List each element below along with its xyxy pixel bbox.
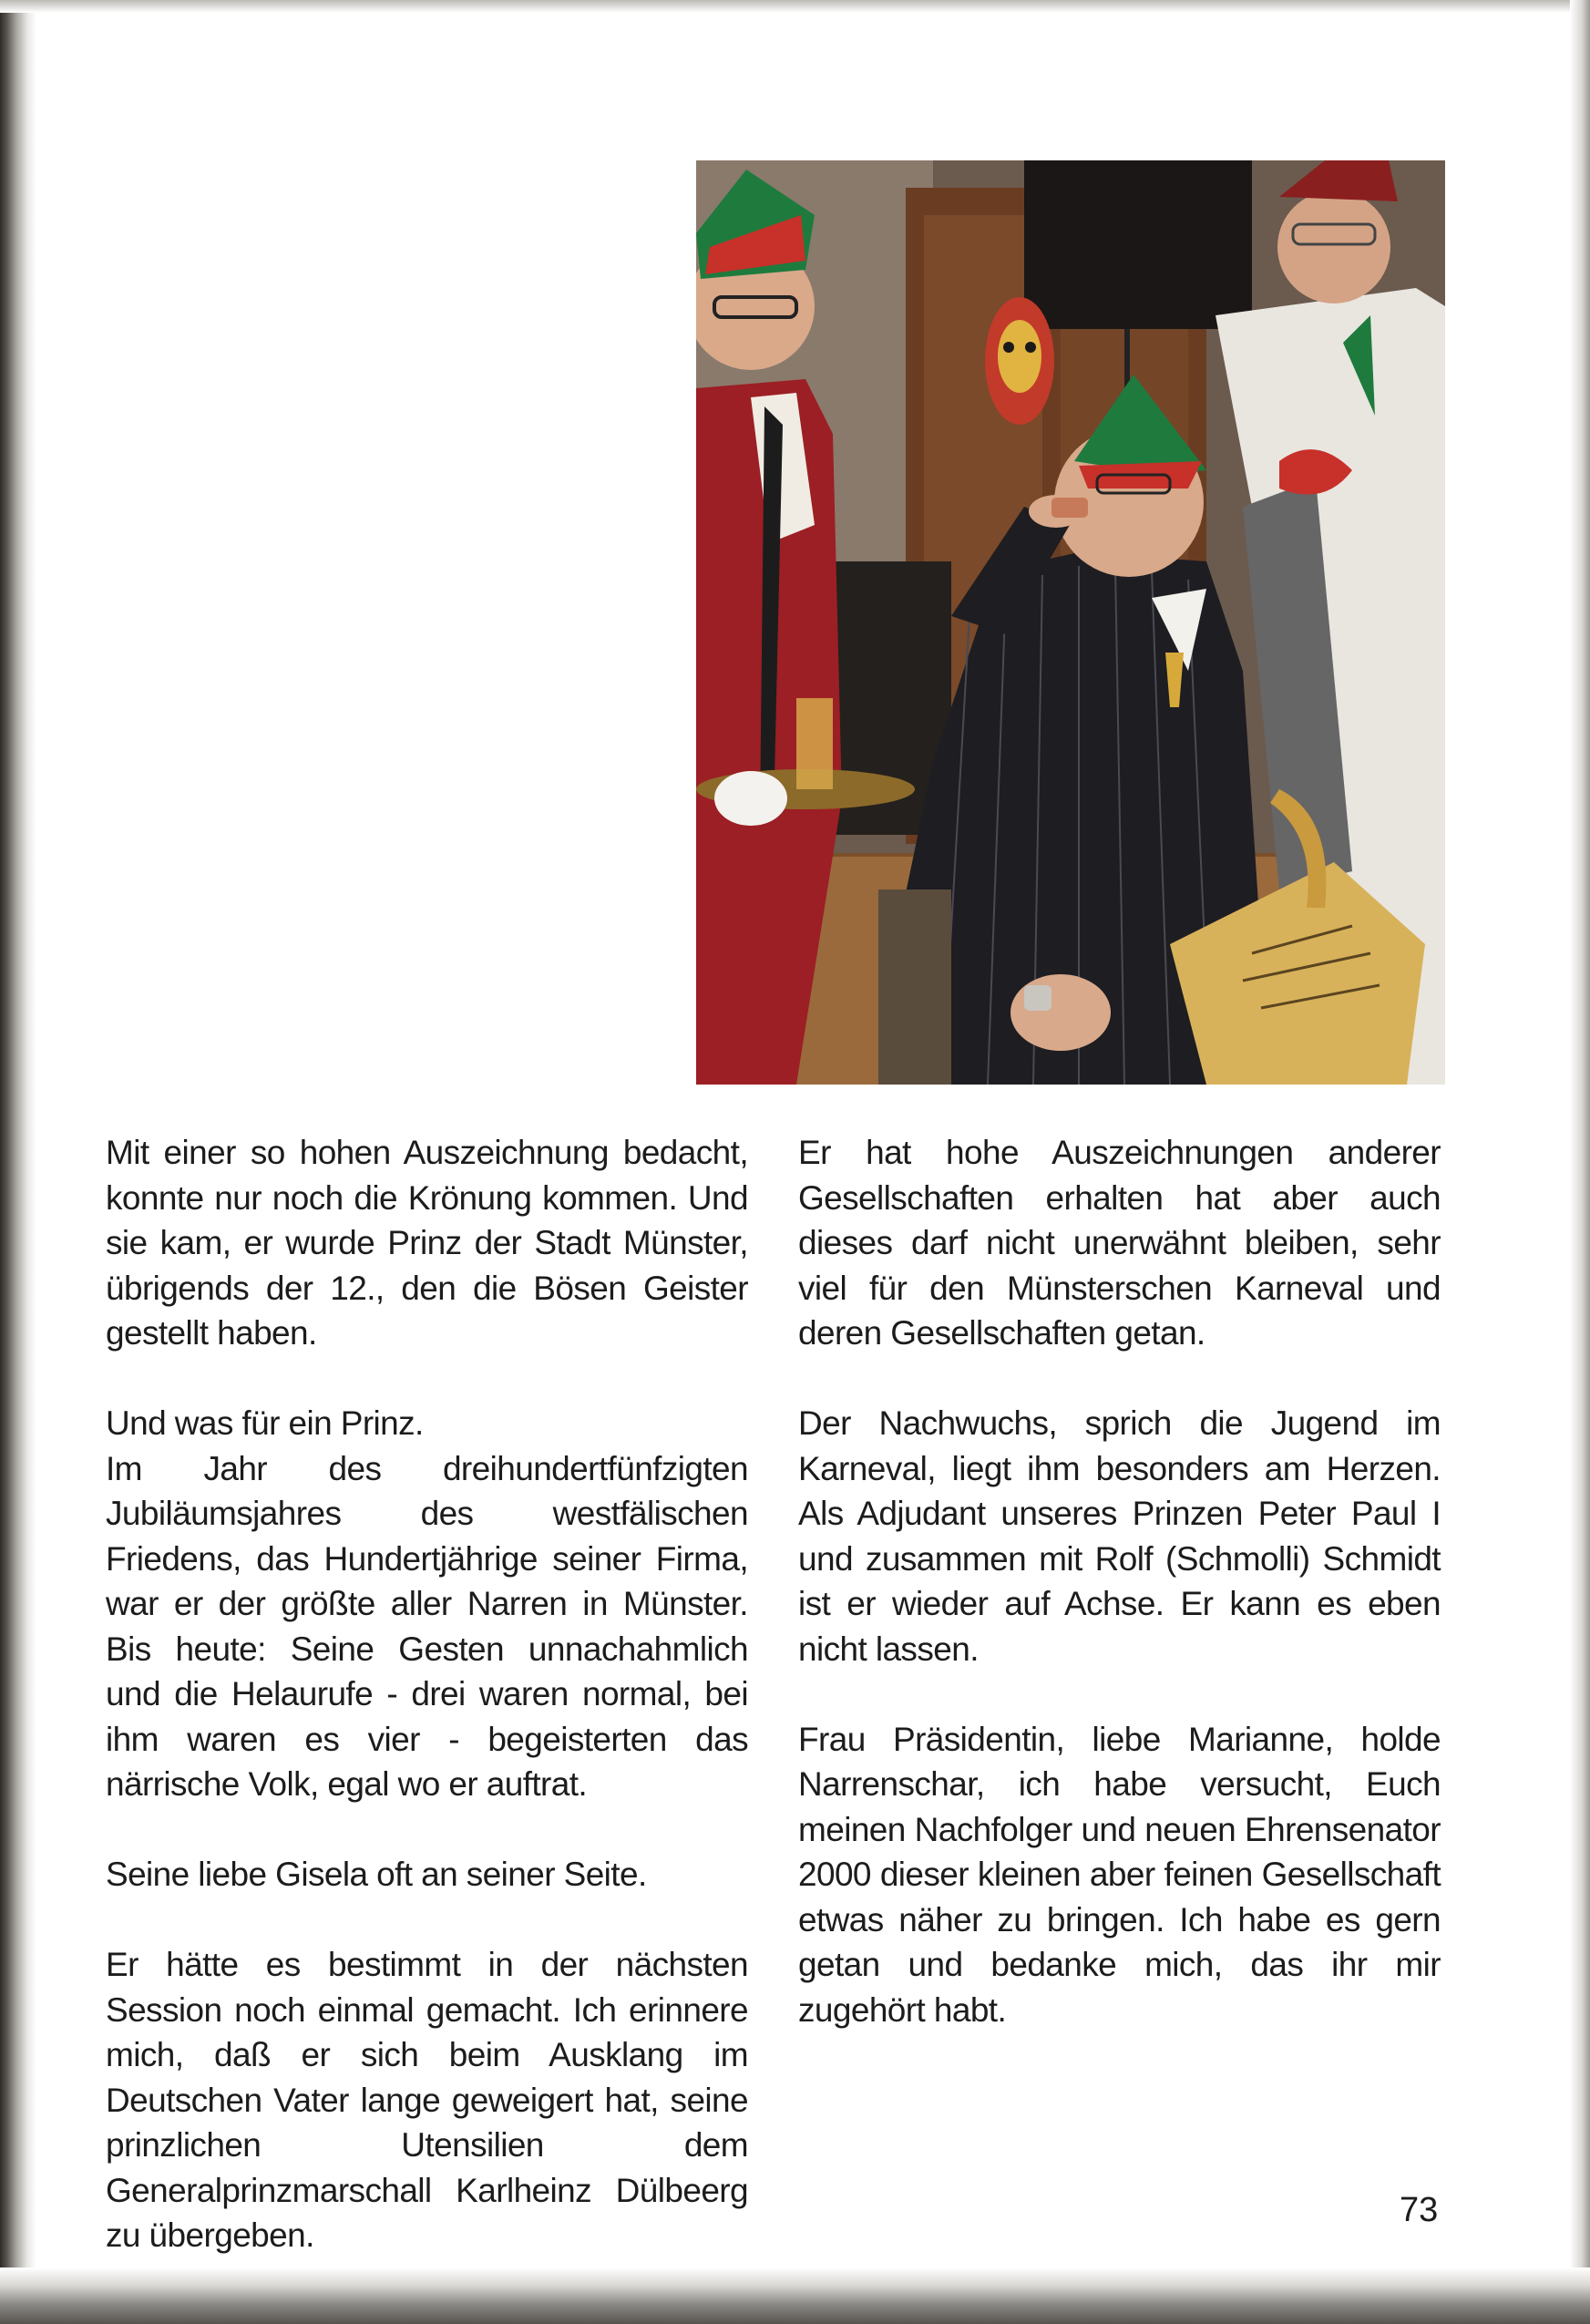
right-paragraph-2: Der Nachwuchs, sprich die Jugend im Karneval, liegt ihm besonders am Herzen. Als Adjudant unseres Prinzen Peter Paul I und zusammen mit Rolf (Schmolli) Schmidt ist er wieder auf Achse. Er kann es eben nicht lassen. xyxy=(798,1404,1441,1668)
right-paragraph-1: Er hat hohe Auszeichnungen anderer Gesellschaften erhalten hat aber auch dieses darf nicht unerwähnt bleiben, sehr viel für den Münsterschen Karneval und deren Gesellschaften getan. xyxy=(798,1134,1441,1352)
left-paragraph-1: Mit einer so hohen Auszeichnung bedacht, konnte nur noch die Krönung kommen. Und sie kam, er wurde Prinz der Stadt Münster, übrigends der 12., den die Bösen Geister gestellt haben. xyxy=(106,1134,748,1352)
carnival-photo-illustration xyxy=(696,160,1445,1085)
page-top-edge xyxy=(0,0,1590,13)
left-paragraph-2: Im Jahr des dreihundertfünfzigten Jubiläumsjahres des westfälischen Friedens, das Hundertjährige seiner Firma, war er der größte aller Narren in Münster. Bis heute: Seine Gesten unnachahmlich und die Helaurufe - drei waren normal, bei ihm waren es vier - begeisterten das närrische Volk, egal wo er auftrat. xyxy=(106,1449,748,1803)
book-spine-shadow xyxy=(0,0,36,2324)
left-paragraph-2-lead: Und was für ein Prinz. xyxy=(106,1404,424,1442)
page-number: 73 xyxy=(1400,2191,1439,2229)
left-paragraph-4: Er hätte es bestimmt in der nächsten Session noch einmal gemacht. Ich erinnere mich, daß er sich beim Ausklang im Deutschen Vater lange geweigert hat, seine prinzlichen Utensilien dem Generalprinzmarschall Karlheinz Dülbeerg zu übergeben. xyxy=(106,1946,748,2254)
page-right-edge xyxy=(1570,0,1590,2324)
right-paragraph-3: Frau Präsidentin, liebe Marianne, holde Narrenschar, ich habe versucht, Euch meinen Nachfolger und neuen Ehrensenator 2000 dieser kleinen aber feinen Gesellschaft etwas näher zu bringen. Ich habe es gern getan und bedanke mich, das ihr mir zugehört habt. xyxy=(798,1720,1441,2029)
left-paragraph-3: Seine liebe Gisela oft an seiner Seite. xyxy=(106,1856,647,1893)
left-text-column xyxy=(106,1130,748,2303)
right-text-column xyxy=(798,1130,1441,2078)
carnival-photo xyxy=(696,160,1445,1085)
